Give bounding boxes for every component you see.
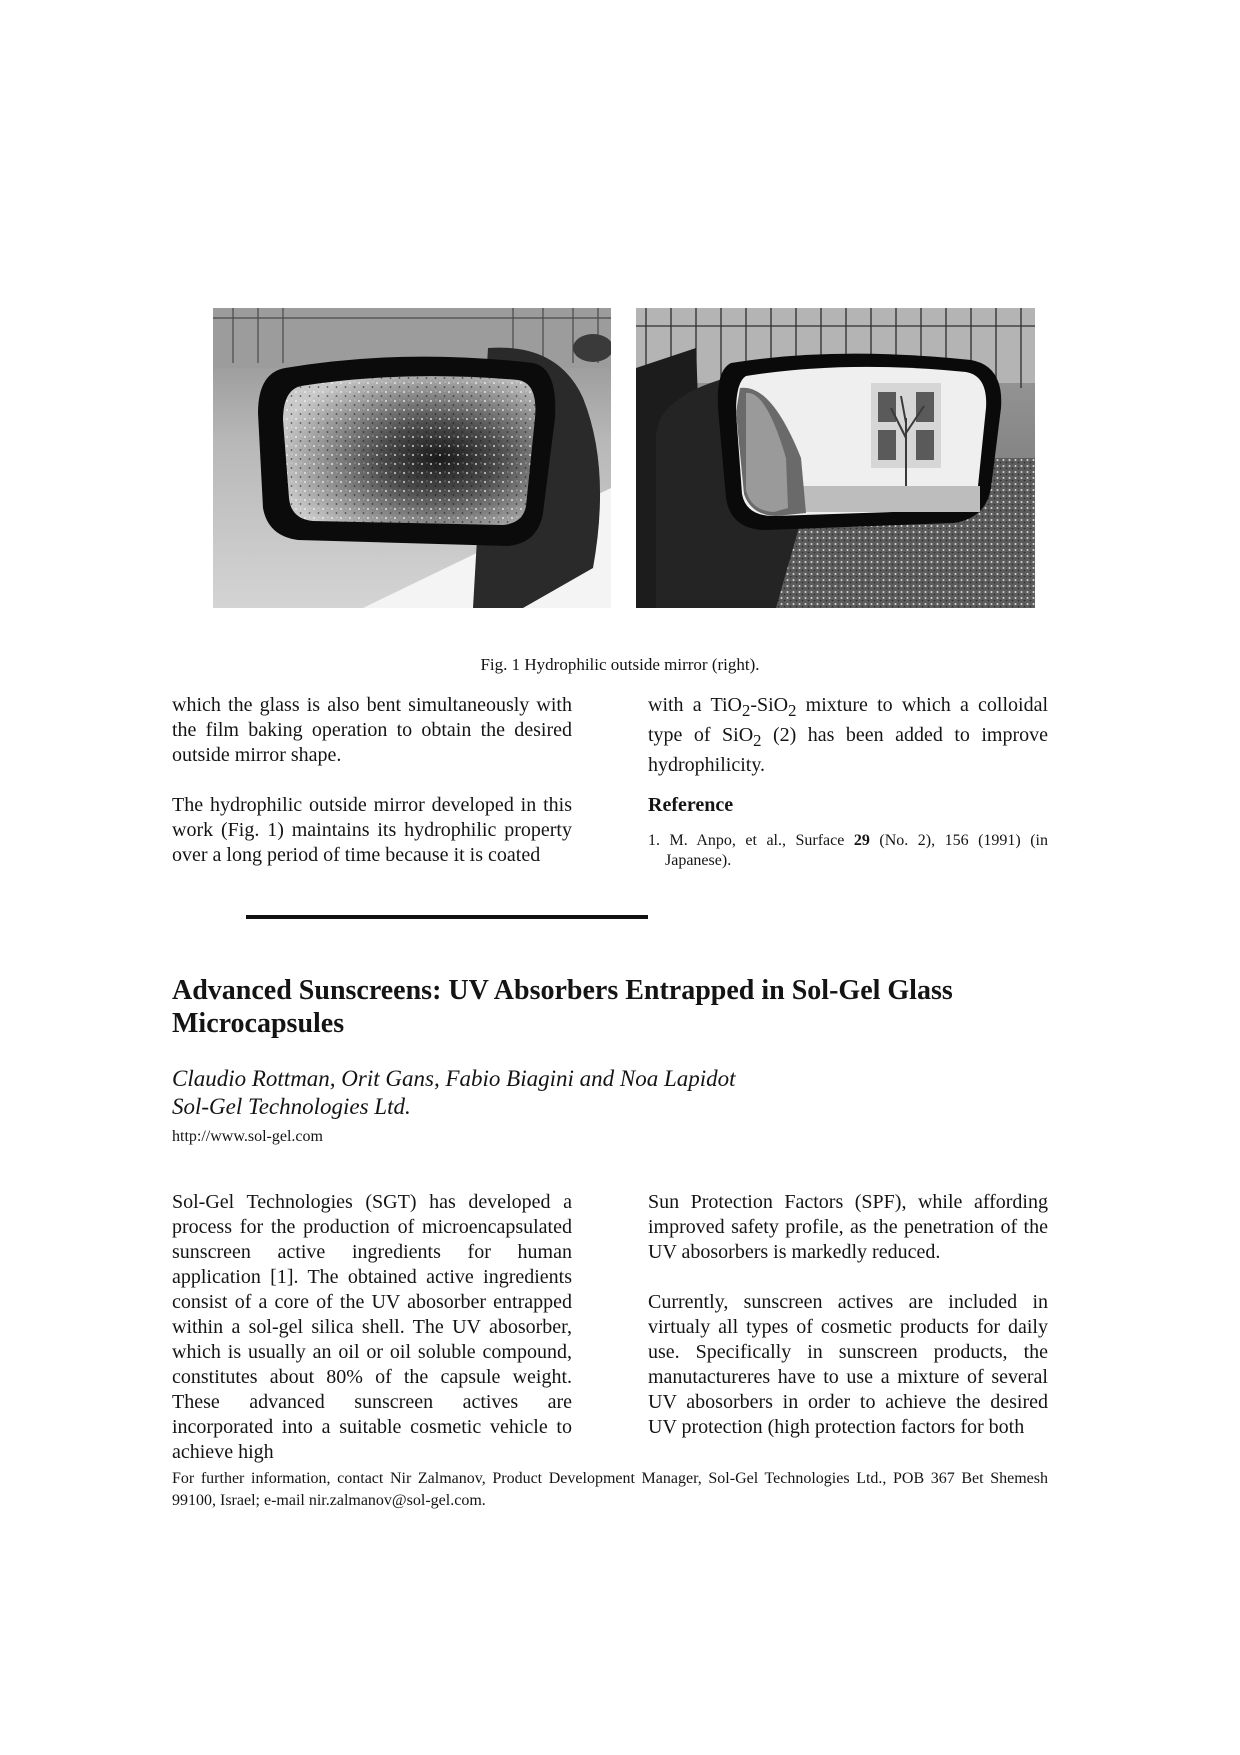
reference-volume: 29 (853, 832, 870, 849)
article-right-para-2: Currently, sunscreen actives are included in virtualy all types of cosmetic products for daily use. Specifically in sunscreen products, the manutactureres have to use a mixture of several UV abosorbers in order to achieve the desired UV protection (high protection factors for both (648, 1291, 1048, 1438)
clear-mirror-photo-drawing (636, 308, 1035, 608)
reference-list (648, 831, 1048, 871)
clear-mirror-photo (636, 308, 1035, 608)
subscript: 2 (742, 701, 751, 720)
reference-text: 1. M. Anpo, et al., Surface (648, 832, 854, 849)
reference-item (648, 831, 1048, 871)
article-left-column (172, 1190, 572, 1465)
prev-right-text-3: mixture to which a colloidal type of SiO (648, 694, 1049, 746)
prev-right-text-1: with a TiO (648, 694, 743, 716)
article-right-para-1: Sun Protection Factors (SPF), while affording improved safety profile, as the penetration of the UV abosorbers is markedly reduced. (648, 1191, 1048, 1263)
subscript: 2 (753, 731, 762, 750)
prev-right-text-4: (2) has been added to improve hydrophilicity. (648, 724, 1048, 776)
prev-left-para-2: The hydrophilic outside mirror developed in this work (Fig. 1) maintains its hydrophilic property over a long period of time because it is coated (172, 794, 572, 866)
prev-left-para-1: which the glass is also bent simultaneously with the film baking operation to obtain the desired outside mirror shape. (172, 694, 572, 766)
fogged-mirror-photo-drawing (213, 308, 611, 608)
article-authors-block (172, 1065, 992, 1121)
prev-right-column (648, 693, 1048, 871)
reference-heading: Reference (648, 794, 734, 816)
figure-caption: Fig. 1 Hydrophilic outside mirror (right). (480, 655, 760, 674)
subscript: 2 (788, 701, 797, 720)
article-affiliation: Sol-Gel Technologies Ltd. (172, 1094, 411, 1119)
article-footnote: For further information, contact Nir Zalmanov, Product Development Manager, Sol-Gel Technologies Ltd., POB 367 Bet Shemesh 99100, Israel; e-mail nir.zalmanov@sol-gel.com. (172, 1470, 1048, 1509)
article-authors: Claudio Rottman, Orit Gans, Fabio Biagini and Noa Lapidot (172, 1066, 736, 1091)
reference-text-end: (No. 2), 156 (1991) (in Japanese). (665, 832, 1048, 869)
prev-right-para (648, 693, 1048, 778)
prev-left-column (172, 693, 572, 868)
prev-right-text-2: -SiO (750, 694, 789, 716)
section-divider (246, 915, 648, 919)
article-title: Advanced Sunscreens: UV Absorbers Entrapped in Sol-Gel Glass Microcapsules (172, 975, 953, 1039)
fogged-mirror-photo (213, 308, 611, 608)
article-right-column (648, 1190, 1048, 1440)
article-url[interactable]: http://www.sol-gel.com (172, 1128, 323, 1145)
article-left-para: Sol-Gel Technologies (SGT) has developed a process for the production of microencapsulated sunscreen active ingredients for human application [1]. The obtained active ingredients consist of a core of the UV abosorber entrapped within a sol-gel silica shell. The UV abosorber, which is usually an oil or oil soluble compound, constitutes about 80% of the capsule weight. These advanced sunscreen actives are incorporated into a suitable cosmetic vehicle to achieve high (172, 1191, 572, 1463)
